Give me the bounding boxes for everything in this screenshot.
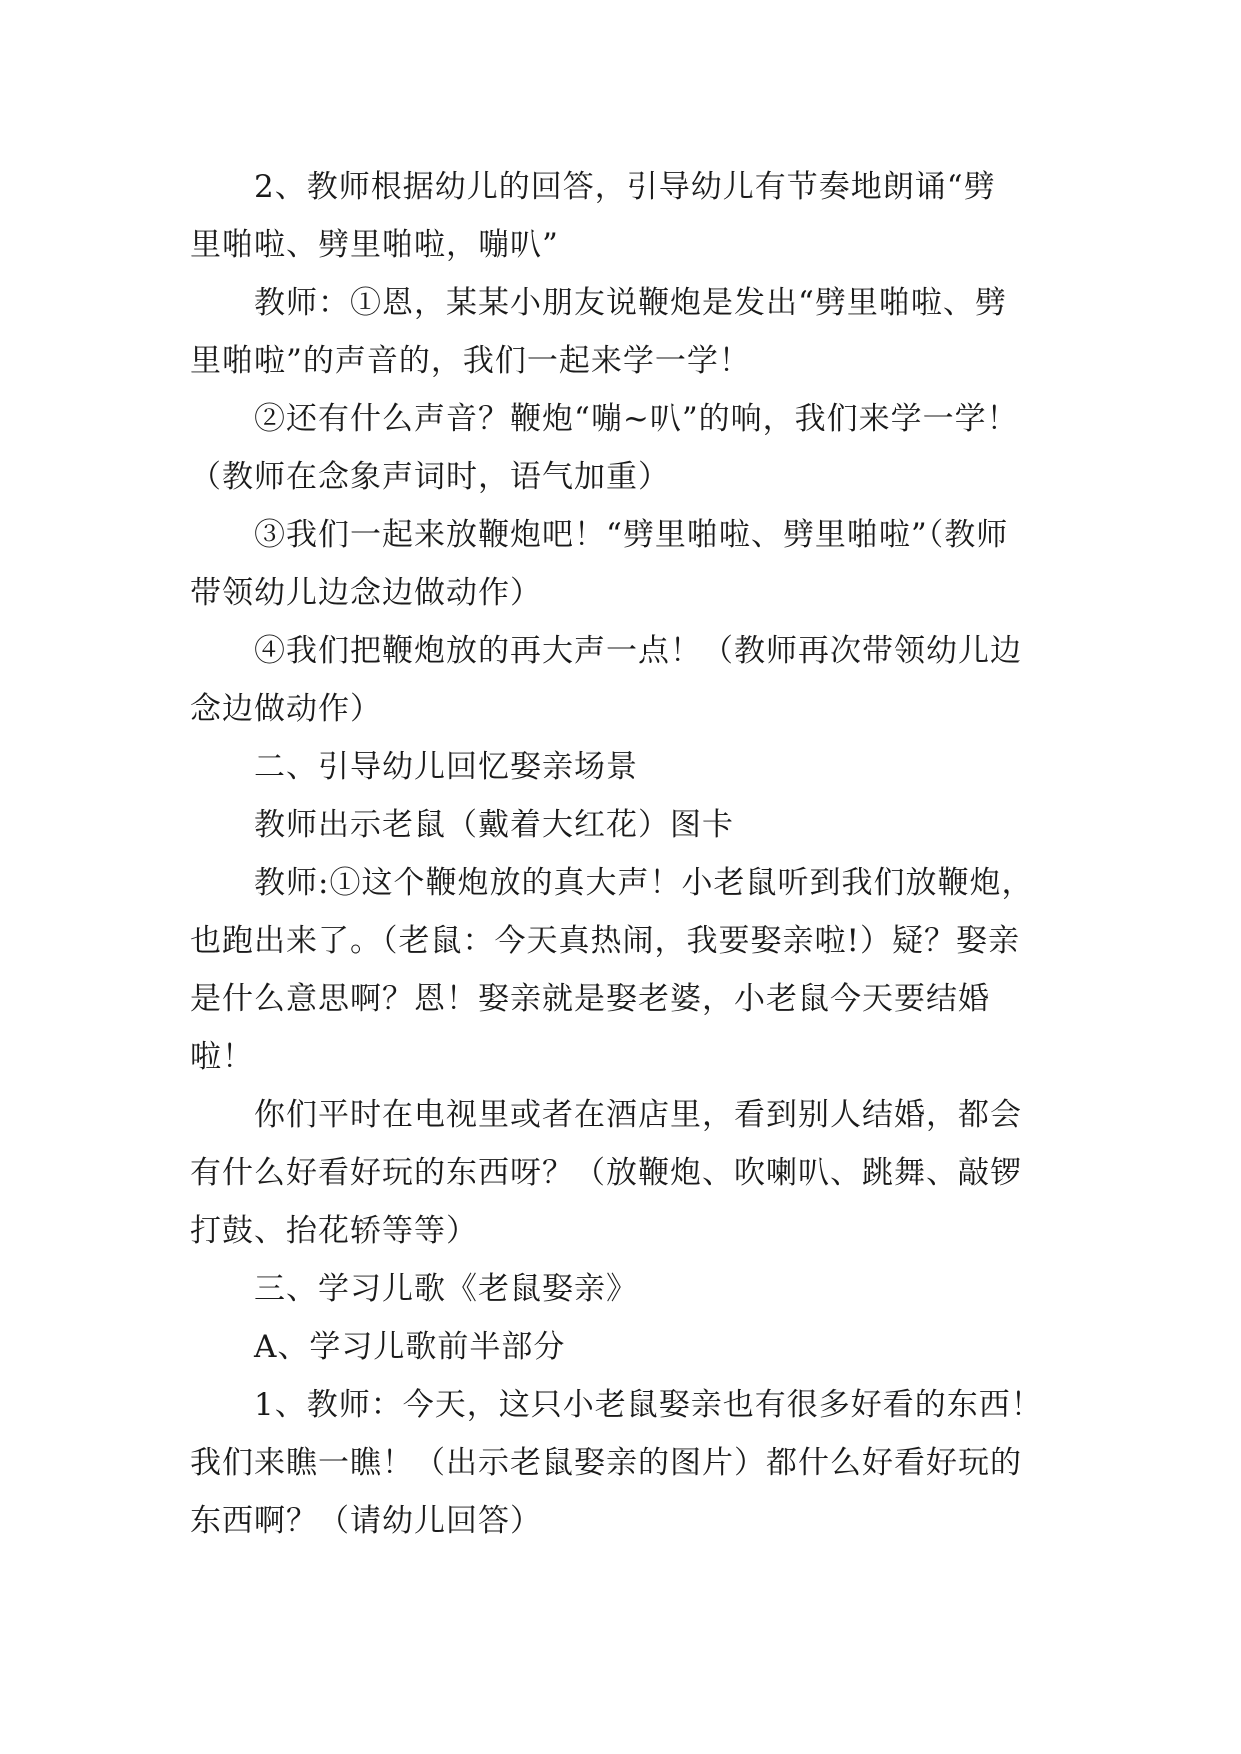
text-line: 教师:①这个鞭炮放的真大声！小老鼠听到我们放鞭炮， [254, 865, 1034, 901]
text-line: ②还有什么声音？鞭炮“嘣~叭”的响，我们来学一学！ [254, 401, 1019, 437]
text-line: ③我们一起来放鞭炮吧！“劈里啪啦、劈里啪啦”（教师 [254, 517, 1009, 553]
text-line: 是什么意思啊？恩！娶亲就是娶老婆，小老鼠今天要结婚 [190, 981, 990, 1017]
text-line: 你们平时在电视里或者在酒店里，看到别人结婚，都会 [254, 1097, 1022, 1133]
text-line: 里啪啦、劈里啪啦，嘣叭” [190, 227, 559, 263]
text-line: 三、学习儿歌《老鼠娶亲》 [254, 1271, 638, 1307]
text-line: （教师在念象声词时，语气加重） [190, 459, 670, 495]
document-body [190, 158, 1080, 1550]
text-line: 东西啊？（请幼儿回答） [190, 1503, 542, 1539]
text-line: 念边做动作） [190, 691, 382, 727]
text-line: ④我们把鞭炮放的再大声一点！（教师再次带领幼儿边 [254, 633, 1022, 669]
text-line: 1、教师：今天，这只小老鼠娶亲也有很多好看的东西！ [254, 1387, 1043, 1423]
text-line: 有什么好看好玩的东西呀？（放鞭炮、吹喇叭、跳舞、敲锣 [190, 1155, 1022, 1191]
text-line: 我们来瞧一瞧！（出示老鼠娶亲的图片）都什么好看好玩的 [190, 1445, 1022, 1481]
text-line: A、学习儿歌前半部分 [254, 1329, 566, 1365]
text-line: 带领幼儿边念边做动作） [190, 575, 542, 611]
text-line: 里啪啦”的声音的，我们一起来学一学！ [190, 343, 751, 379]
text-line: 2、教师根据幼儿的回答，引导幼儿有节奏地朗诵“劈 [254, 169, 996, 205]
text-line: 啦！ [190, 1039, 254, 1075]
text-line: 也跑出来了。（老鼠：今天真热闹，我要娶亲啦!）疑？娶亲 [190, 923, 1020, 959]
text-line: 教师出示老鼠（戴着大红花）图卡 [254, 807, 734, 843]
text-line: 二、引导幼儿回忆娶亲场景 [254, 749, 638, 785]
text-line: 打鼓、抬花轿等等） [190, 1213, 478, 1249]
text-line: 教师：①恩，某某小朋友说鞭炮是发出“劈里啪啦、劈 [254, 285, 1007, 321]
paragraph-list [190, 158, 1080, 1550]
